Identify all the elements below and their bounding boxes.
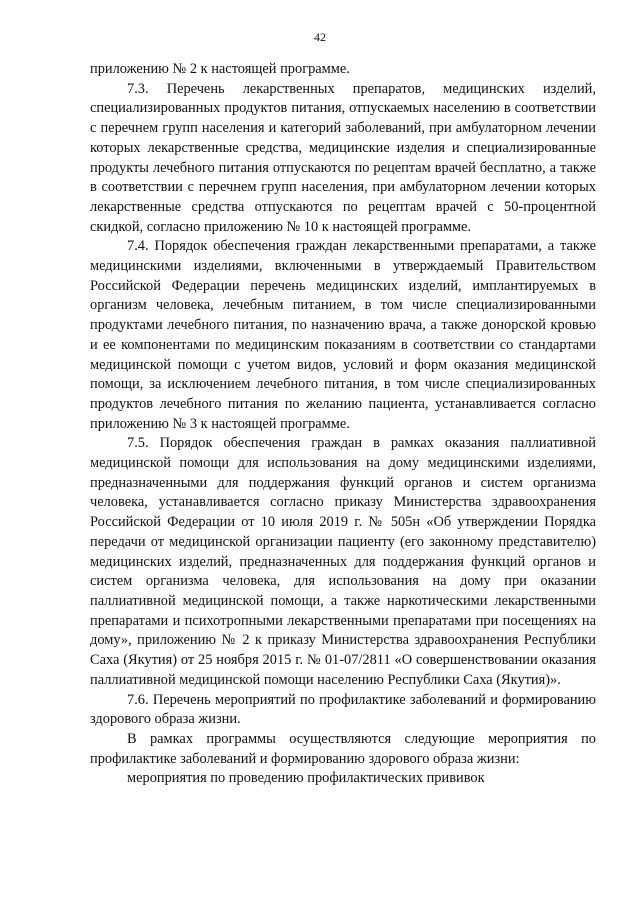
paragraph-7-6: 7.6. Перечень мероприятий по профилактике заболеваний и формированию здорового образа жизни. [90,691,596,728]
paragraph-7-3: 7.3. Перечень лекарственных препаратов, медицинских изделий, специализированных продуктов питания, отпускаемых населению в соответствии с перечнем групп населения и категорий заболеваний, при амбулаторном лечении которых лекарственные средства, медицинские изделия и специализированные продукты лечебного питания отпускаются по рецептам врачей бесплатно, а также в соответствии с перечнем групп населения, при амбулаторном лечении которых лекарственные средства отпускаются по рецептам врачей с 50-процентной скидкой, согласно приложению № 10 к настоящей программе. [90,80,596,235]
paragraph-continuation: приложению № 2 к настоящей программе. [90,61,350,77]
page-number: 42 [314,30,326,44]
paragraph-vaccination: мероприятия по проведению профилактических прививок [127,770,485,787]
paragraph-7-4: 7.4. Порядок обеспечения граждан лекарственными препаратами, а также медицинскими изделиями, включенными в утверждаемый Правительством Российской Федерации перечень медицинских изделий, имплантируемых в организм человека, лечебным питанием, в том числе специализированными продуктами лечебного питания, по назначению врача, а также донорской кровью и ее компонентами по медицинским показаниям в соответствии со стандартами медицинской помощи с учетом видов, условий и форм оказания медицинской помощи, за исключением лечебного питания, в том числе специализированных продуктов лечебного питания по желанию пациента, устанавливается согласно приложению № 3 к настоящей программе. [90,238,596,432]
paragraph-7-5: 7.5. Порядок обеспечения граждан в рамках оказания паллиативной медицинской помощи для использования на дому медицинскими изделиями, предназначенными для поддержания функций органов и систем организма человека, устанавливается согласно приказу Министерства здравоохранения Российской Федерации от 10 июля 2019 г. № 505н «Об утверждении Порядка передачи от медицинской организации пациенту (его законному представителю) медицинских изделий, предназначенных для поддержания функций органов и систем организма человека, для использования на дому при оказании паллиативной медицинской помощи, а также наркотическими лекарственными препаратами и психотропными лекарственными препаратами при посещениях на дому», приложению № 2 к приказу Министерства здравоохранения Республики Саха (Якутия) от 25 ноября 2015 г. № 01-07/2811 «О совершенствовании оказания паллиативной медицинской помощи населению Республики Саха (Якутия)». [90,435,596,688]
document-body [90,60,596,789]
paragraph-program-intro: В рамках программы осуществляются следующие мероприятия по профилактике заболеваний и формированию здорового образа жизни: [90,730,596,767]
